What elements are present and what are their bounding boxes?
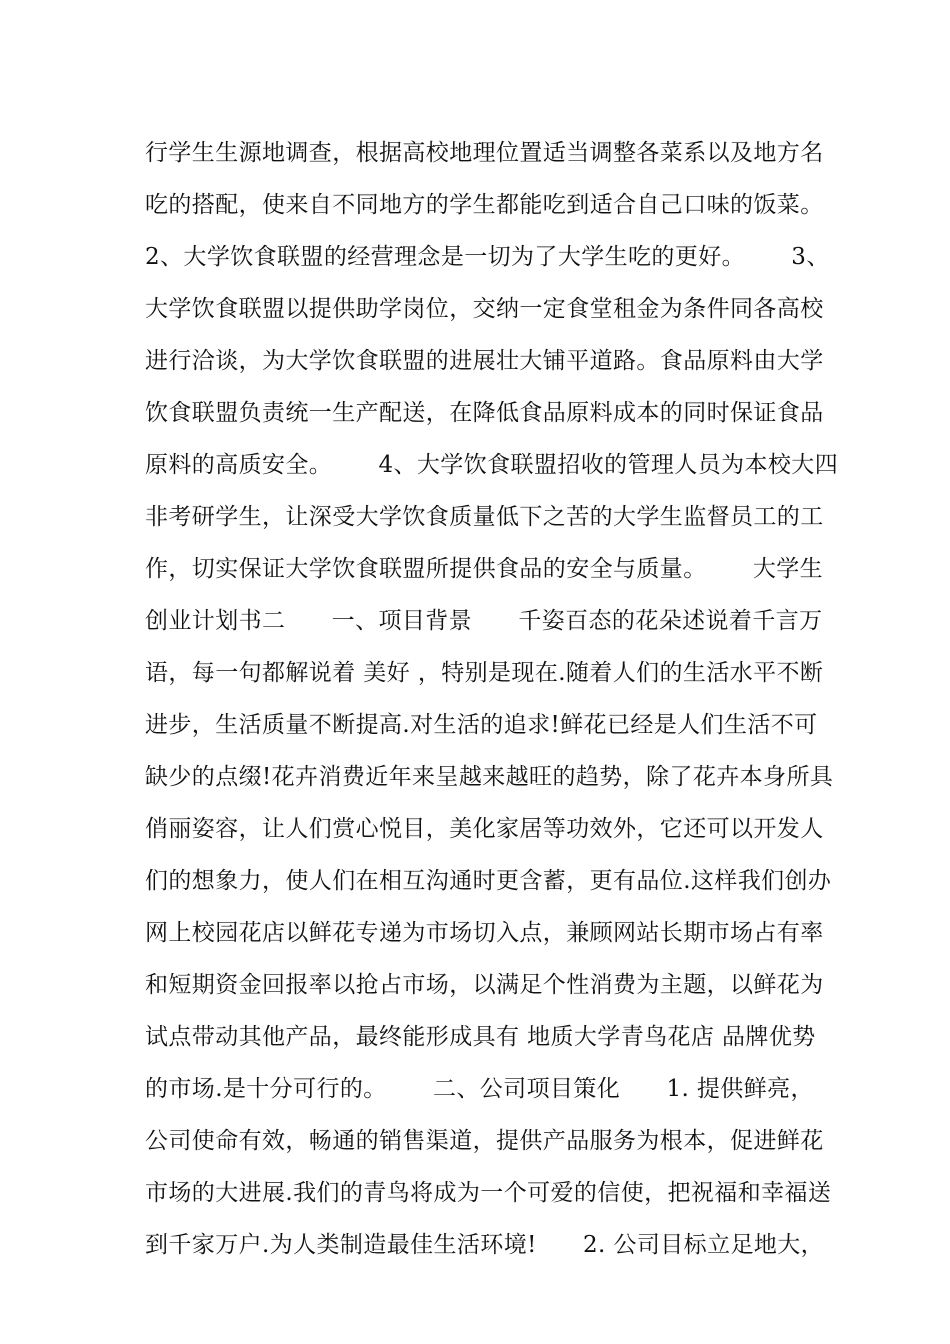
text-line: 公司使命有效，畅通的销售渠道，提供产品服务为根本，促进鲜花 [145, 1128, 824, 1154]
text-line: 进行洽谈，为大学饮食联盟的进展壮大铺平道路。食品原料由大学 [145, 348, 824, 374]
text-line: 2、大学饮食联盟的经营理念是一切为了大学生吃的更好。 3、 [145, 244, 830, 270]
text-line: 大学饮食联盟以提供助学岗位，交纳一定食堂租金为条件同各高校 [145, 296, 824, 322]
text-line: 吃的搭配，使来自不同地方的学生都能吃到适合自己口味的饭菜。 [145, 192, 824, 218]
text-line: 语，每一句都解说着 美好 ，特别是现在.随着人们的生活水平不断 [145, 660, 824, 686]
text-line: 进步，生活质量不断提高.对生活的追求!鲜花已经是人们生活不可 [145, 712, 818, 738]
text-line: 市场的大进展.我们的青鸟将成为一个可爱的信使，把祝福和幸福送 [145, 1180, 832, 1206]
text-line: 网上校园花店以鲜花专递为市场切入点，兼顾网站长期市场占有率 [145, 920, 824, 946]
text-line: 缺少的点缀!花卉消费近年来呈越来越旺的趋势，除了花卉本身所具 [145, 764, 834, 790]
text-line: 作，切实保证大学饮食联盟所提供食品的安全与质量。 大学生 [145, 556, 824, 582]
text-line: 试点带动其他产品，最终能形成具有 地质大学青鸟花店 品牌优势 [145, 1024, 816, 1050]
text-line: 创业计划书二 一、项目背景 千姿百态的花朵述说着千言万 [145, 608, 823, 634]
text-line: 的市场.是十分可行的。 二、公司项目策化 1. 提供鲜亮， [145, 1076, 814, 1102]
text-line: 们的想象力，使人们在相互沟通时更含蓄，更有品位.这样我们创办 [145, 868, 832, 894]
text-line: 行学生生源地调查，根据高校地理位置适当调整各菜系以及地方名 [145, 140, 824, 166]
text-line: 非考研学生，让深受大学饮食质量低下之苦的大学生监督员工的工 [145, 504, 824, 530]
text-line: 原料的高质安全。 4、大学饮食联盟招收的管理人员为本校大四 [145, 452, 839, 478]
text-line: 和短期资金回报率以抢占市场，以满足个性消费为主题，以鲜花为 [145, 972, 824, 998]
body-text [145, 127, 839, 1271]
text-line: 俏丽姿容，让人们赏心悦目，美化家居等功效外，它还可以开发人 [145, 816, 824, 842]
text-line: 到千家万户.为人类制造最佳生活环境! 2. 公司目标立足地大， [145, 1232, 825, 1258]
text-line: 饮食联盟负责统一生产配送，在降低食品原料成本的同时保证食品 [145, 400, 824, 426]
